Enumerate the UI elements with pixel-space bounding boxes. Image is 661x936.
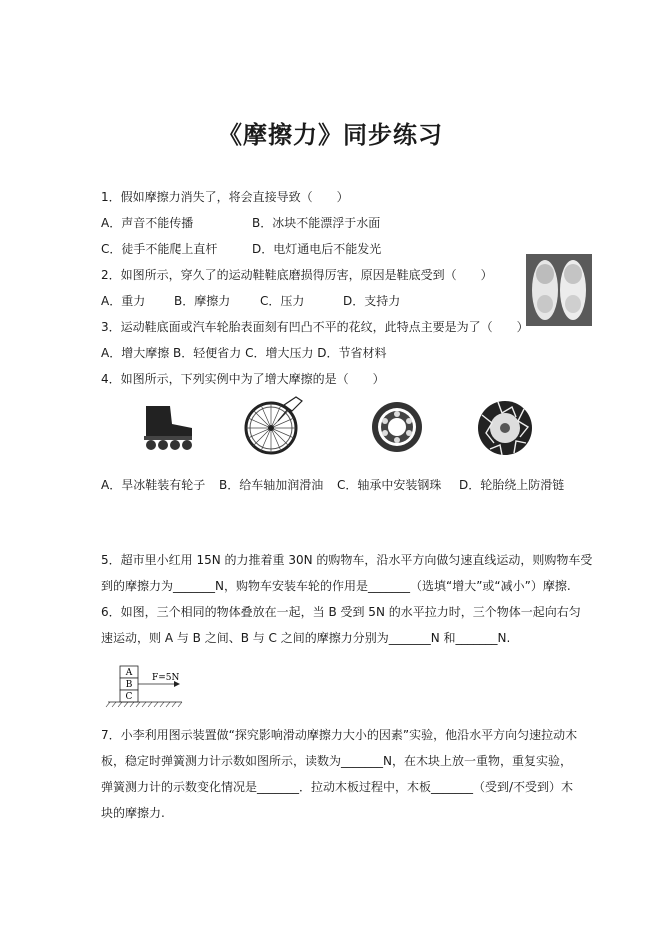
tire-snow-chain-picture: [476, 399, 534, 457]
question-6-line-2: 速运动，则 A 与 B 之间、B 与 C 之间的摩擦力分别为_______N 和_______N.: [101, 631, 511, 645]
question-3-options: A．增大摩擦 B．轻便省力 C．增大压力 D．节省材料: [101, 346, 387, 360]
question-1-option-a: A．声音不能传播: [101, 216, 194, 230]
question-6-line-1: 6．如图，三个相同的物体叠放在一起，当 B 受到 5N 的水平拉力时，三个物体一起向右匀: [101, 605, 581, 619]
shoe-sole-photo: [526, 254, 592, 326]
block-c-label: C: [125, 692, 133, 702]
question-5-line-1: 5．超市里小红用 15N 的力推着重 30N 的购物车，沿水平方向做匀速直线运动，则购物车受: [101, 553, 593, 567]
page-title: 《摩擦力》同步练习: [218, 120, 443, 149]
roller-skate-picture: [140, 402, 196, 452]
question-7-line-3: 弹簧测力计的示数变化情况是_______．拉动木板过程中，木板_______（受到/不受到）木: [101, 780, 574, 794]
question-5-line-2: 到的摩擦力为_______N，购物车安装车轮的作用是_______（选填“增大”或“减小”）摩擦.: [101, 579, 571, 593]
block-b-label: B: [125, 680, 133, 690]
question-7-line-4: 块的摩擦力.: [101, 806, 165, 820]
bicycle-wheel-oiling-picture: [244, 395, 310, 457]
question-7-line-1: 7．小李利用图示装置做“探究影响滑动摩擦力大小的因素”实验，他沿水平方向匀速拉动木: [101, 728, 578, 742]
question-2-option-a: A．重力: [101, 294, 146, 308]
question-4-option-b: B．给车轴加润滑油: [219, 478, 324, 492]
question-2-stem: 2．如图所示，穿久了的运动鞋鞋底磨损得厉害，原因是鞋底受到（ ）: [101, 268, 493, 282]
question-4-option-a: A．旱冰鞋装有轮子: [101, 478, 206, 492]
question-2-option-b: B．摩擦力: [174, 294, 231, 308]
question-4-stem: 4．如图所示，下列实例中为了增大摩擦的是（ ）: [101, 372, 385, 386]
question-4-option-d: D．轮胎绕上防滑链: [459, 478, 565, 492]
ball-bearing-picture: [370, 400, 424, 454]
question-2-option-c: C．压力: [260, 294, 305, 308]
question-7-line-2: 板，稳定时弹簧测力计示数如图所示，读数为_______N，在木块上放一重物，重复实验，: [101, 754, 572, 768]
force-label: F=5N: [152, 673, 180, 683]
question-4-option-c: C．轴承中安装钢珠: [337, 478, 442, 492]
question-2-option-d: D．支持力: [343, 294, 401, 308]
stacked-blocks-figure: [104, 664, 184, 708]
block-a-label: A: [125, 668, 133, 678]
question-1-stem: 1．假如摩擦力消失了，将会直接导致（ ）: [101, 190, 349, 204]
question-1-option-c: C．徒手不能爬上直杆: [101, 242, 218, 256]
question-3-stem: 3．运动鞋底面或汽车轮胎表面刻有凹凸不平的花纹，此特点主要是为了（ ）: [101, 320, 529, 334]
question-1-option-b: B．冰块不能漂浮于水面: [252, 216, 381, 230]
question-1-option-d: D．电灯通电后不能发光: [252, 242, 382, 256]
